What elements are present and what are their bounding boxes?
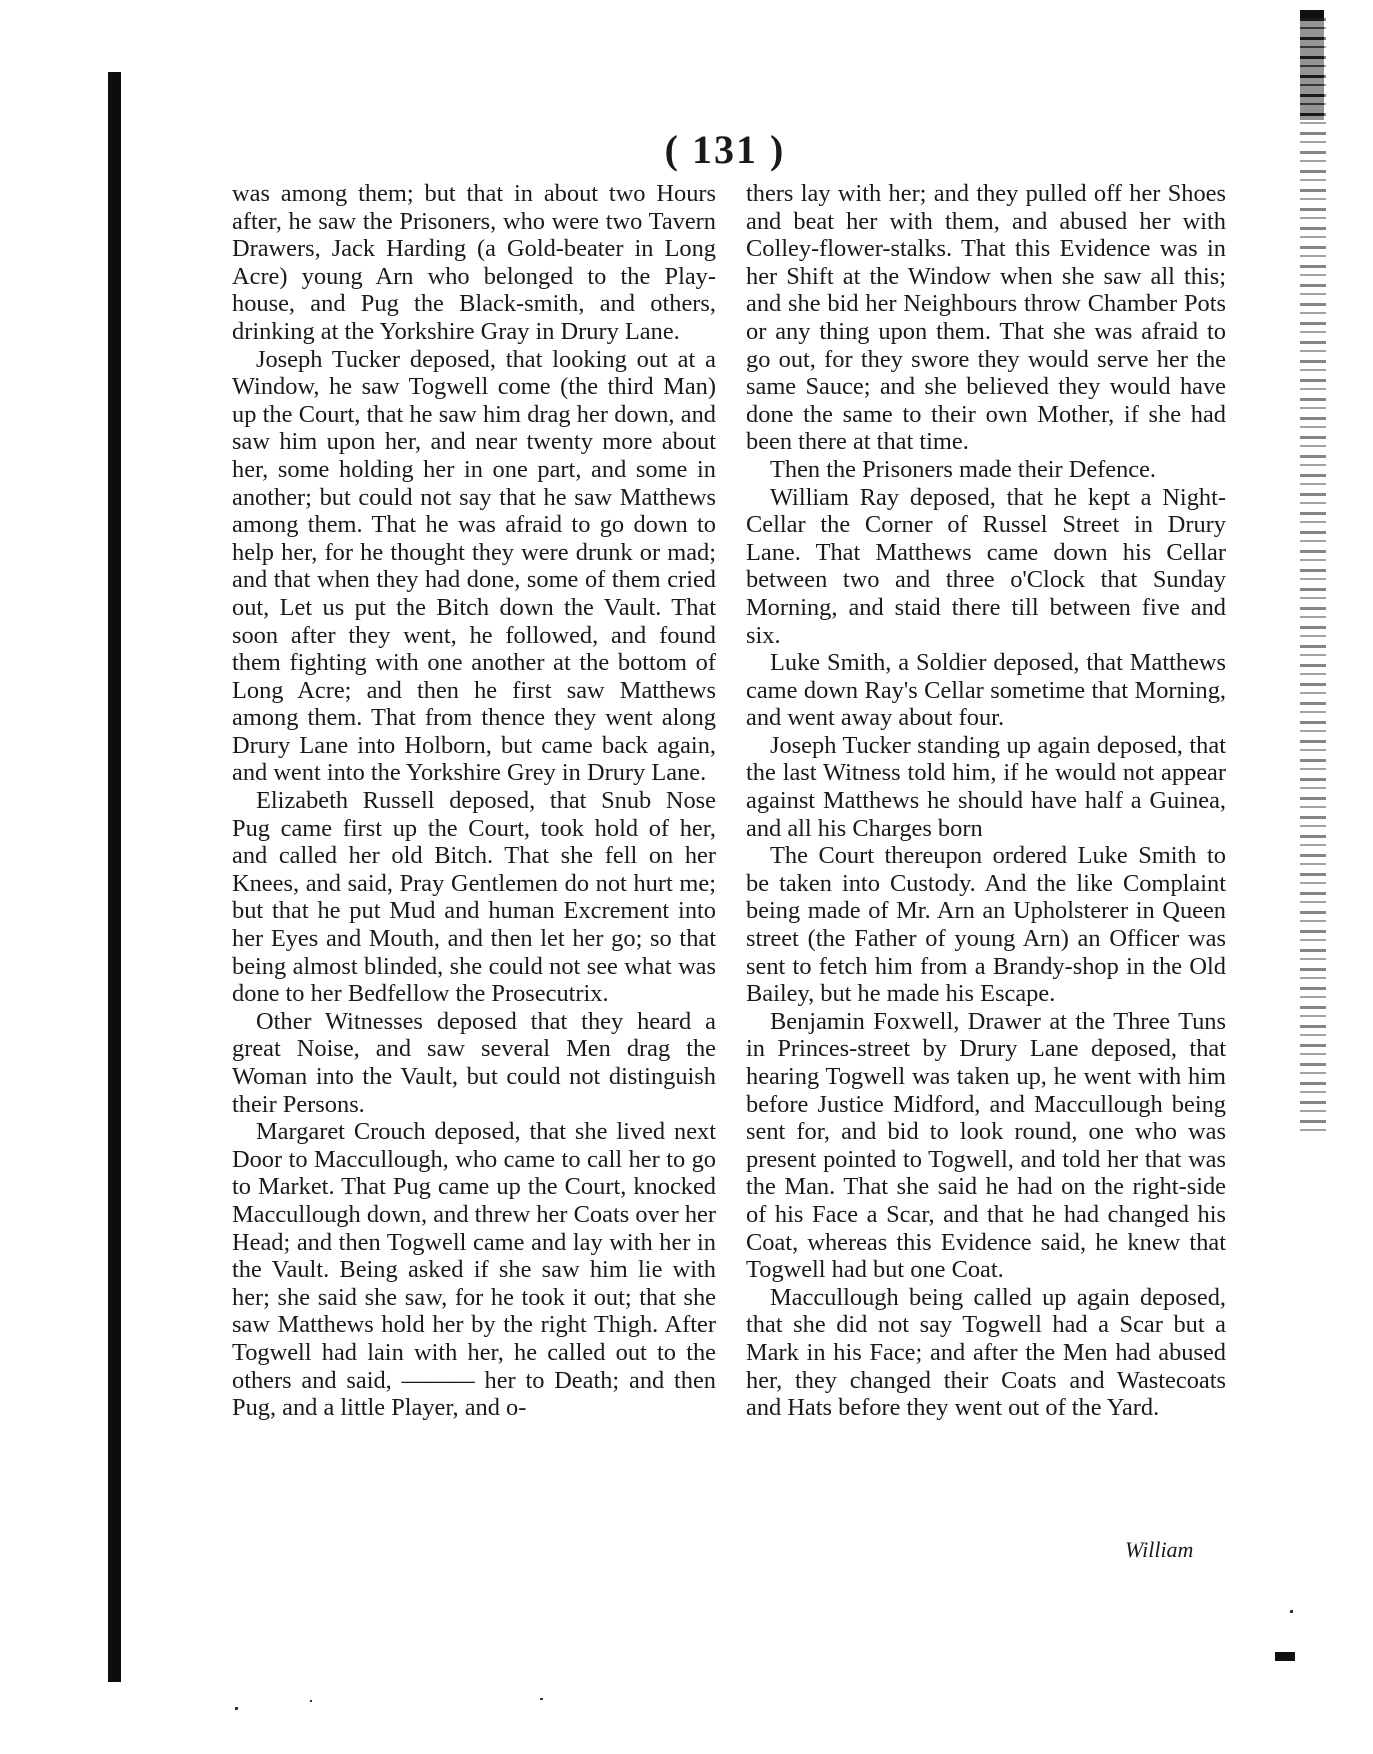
paragraph: Luke Smith, a Soldier deposed, that Matthews came down Ray's Cellar sometime that Morning, and went away about four. [746, 649, 1226, 732]
paragraph: The Court thereupon ordered Luke Smith to be taken into Custody. And the like Complaint being made of Mr. Arn an Upholsterer in Queen street (the Father of young Arn) an Officer was sent to fetch him from a Brandy-shop in the Old Bailey, but he made his Escape. [746, 842, 1226, 1008]
paragraph: Joseph Tucker standing up again deposed, that the last Witness told him, if he would not appear against Matthews he should have half a Guinea, and all his Charges born [746, 731, 1226, 842]
page-number: ( 131 ) [664, 127, 786, 172]
binding-edge [108, 72, 121, 1682]
right-column [746, 180, 1226, 1422]
paragraph: thers lay with her; and they pulled off her Shoes and beat her with them, and abused her with Colley-flower-stalks. That this Evidence was in her Shift at the Window when she saw all this; and she bid her Neighbours throw Chamber Pots or any thing upon them. That she was afraid to go out, for they swore they would serve her the same Sauce; and she believed they would have done the same to their own Mother, if she had been there at that time. [746, 180, 1226, 456]
paragraph: Joseph Tucker deposed, that looking out at a Window, he saw Togwell come (the third Man) up the Court, that he saw him drag her down, and saw him upon her, and near twenty more about her, some holding her in one part, and some in another; but could not say that he saw Matthews among them. That he was afraid to go down to help her, for he thought they were drunk or mad; and that when they had done, some of them cried out, Let us put the Bitch down the Vault. That soon after they went, he followed, and found them fighting with one another at the bottom of Long Acre; and then he first saw Matthews among them. That from thence they went along Drury Lane into Holborn, but came back again, and went into the Yorkshire Grey in Drury Lane. [232, 345, 716, 787]
ink-speck [310, 1700, 312, 1702]
ink-speck [1290, 1610, 1293, 1613]
paragraph: Elizabeth Russell deposed, that Snub Nose Pug came first up the Court, took hold of her, and called her old Bitch. That she fell on her Knees, and said, Pray Gentlemen do not hurt me; but that he put Mud and human Excrement into her Eyes and Mouth, and then let her go; so that being almost blinded, she could not see what was done to her Bedfellow the Prosecutrix. [232, 787, 716, 1008]
ink-speck [235, 1707, 238, 1710]
page-edge-strip [1300, 18, 1326, 1138]
ink-mark [1275, 1652, 1295, 1661]
paragraph: William Ray deposed, that he kept a Night-Cellar the Corner of Russel Street in Drury Lane. That Matthews came down his Cellar between two and three o'Clock that Sunday Morning, and staid there till between five and six. [746, 483, 1226, 649]
ink-speck [540, 1698, 543, 1700]
paragraph: Benjamin Foxwell, Drawer at the Three Tuns in Princes-street by Drury Lane deposed, that hearing Togwell was taken up, he went with him before Justice Midford, and Maccullough being sent for, and bid to look round, one who was present pointed to Togwell, and told her that was the Man. That she said he had on the right-side of his Face a Scar, and that he had changed his Coat, whereas this Evidence said, he knew that Togwell had but one Coat. [746, 1007, 1226, 1284]
left-column [232, 180, 716, 1422]
paragraph: Other Witnesses deposed that they heard a great Noise, and saw several Men drag the Woman into the Vault, but could not distinguish their Persons. [232, 1007, 716, 1118]
paragraph: was among them; but that in about two Hours after, he saw the Prisoners, who were two Tavern Drawers, Jack Harding (a Gold-beater in Long Acre) young Arn who belonged to the Play-house, and Pug the Black-smith, and others, drinking at the Yorkshire Gray in Drury Lane. [232, 180, 716, 345]
paragraph: Then the Prisoners made their Defence. [770, 455, 1157, 483]
paragraph: Margaret Crouch deposed, that she lived next Door to Maccullough, who came to call her to go to Market. That Pug came up the Court, knocked Maccullough down, and threw her Coats over her Head; and then Togwell came and lay with her in the Vault. Being asked if she saw him lie with her; she said she saw, for he took it out; that she saw Matthews hold her by the right Thigh. After Togwell had lain with her, he called out to the others and said, ——— her to Death; and then Pug, and a little Player, and o- [232, 1118, 716, 1422]
catchword: William [1125, 1537, 1194, 1562]
paragraph: Maccullough being called up again deposed, that she did not say Togwell had a Scar but a Mark in his Face; and after the Men had abused her, they changed their Coats and Wastecoats and Hats before they went out of the Yard. [746, 1283, 1226, 1422]
